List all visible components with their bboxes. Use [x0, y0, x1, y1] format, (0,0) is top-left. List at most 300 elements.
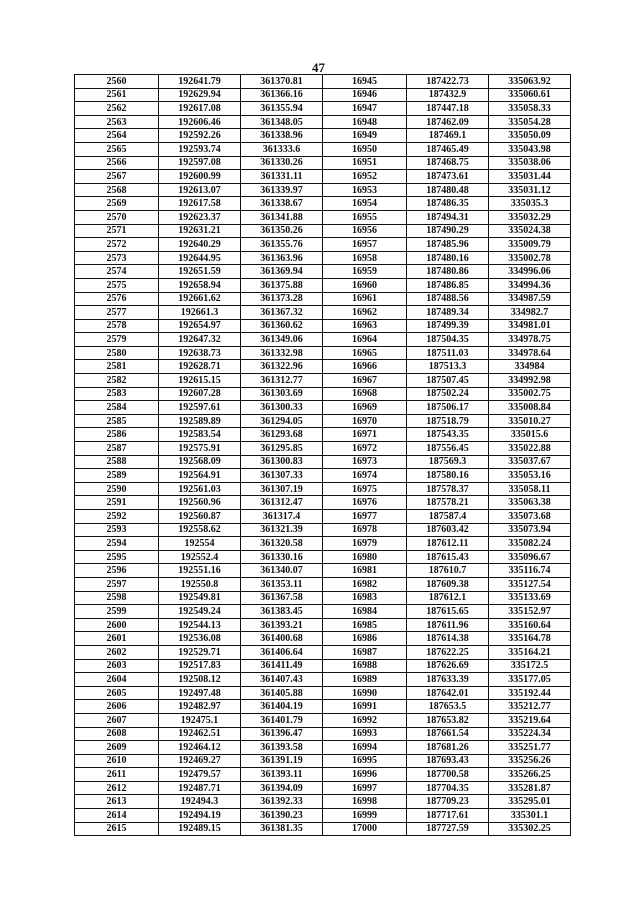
- point-number-cell: 2608: [75, 727, 159, 741]
- y-coordinate-cell: 361393.21: [241, 618, 323, 632]
- point-number-cell: 2593: [75, 523, 159, 537]
- x-coordinate-cell: 187653.5: [407, 700, 489, 714]
- x-coordinate-cell: 187447.18: [407, 102, 489, 116]
- x-coordinate-cell: 187465.49: [407, 142, 489, 156]
- x-coordinate-cell: 192597.61: [159, 401, 241, 415]
- table-row: [75, 686, 571, 700]
- table-row: [75, 727, 571, 741]
- point-number-cell: 16980: [323, 550, 407, 564]
- point-number-cell: 2584: [75, 401, 159, 415]
- x-coordinate-cell: 187485.96: [407, 238, 489, 252]
- x-coordinate-cell: 187502.24: [407, 387, 489, 401]
- table-row: [75, 822, 571, 836]
- x-coordinate-cell: 192615.15: [159, 374, 241, 388]
- y-coordinate-cell: 335160.64: [489, 618, 571, 632]
- table-row: [75, 537, 571, 551]
- point-number-cell: 16970: [323, 414, 407, 428]
- y-coordinate-cell: 361307.33: [241, 469, 323, 483]
- point-number-cell: 2609: [75, 741, 159, 755]
- y-coordinate-cell: 361393.11: [241, 768, 323, 782]
- table-row: [75, 346, 571, 360]
- x-coordinate-cell: 187704.35: [407, 781, 489, 795]
- x-coordinate-cell: 192661.3: [159, 306, 241, 320]
- y-coordinate-cell: 361341.88: [241, 210, 323, 224]
- x-coordinate-cell: 187603.42: [407, 523, 489, 537]
- point-number-cell: 16973: [323, 455, 407, 469]
- y-coordinate-cell: 361406.64: [241, 645, 323, 659]
- point-number-cell: 2600: [75, 618, 159, 632]
- y-coordinate-cell: 361303.69: [241, 387, 323, 401]
- x-coordinate-cell: 187468.75: [407, 156, 489, 170]
- x-coordinate-cell: 187473.61: [407, 170, 489, 184]
- x-coordinate-cell: 187422.73: [407, 75, 489, 89]
- x-coordinate-cell: 187489.34: [407, 306, 489, 320]
- y-coordinate-cell: 361333.6: [241, 142, 323, 156]
- point-number-cell: 2607: [75, 713, 159, 727]
- y-coordinate-cell: 361312.77: [241, 374, 323, 388]
- x-coordinate-cell: 192482.97: [159, 700, 241, 714]
- y-coordinate-cell: 335031.12: [489, 183, 571, 197]
- x-coordinate-cell: 187543.35: [407, 428, 489, 442]
- table-row: [75, 251, 571, 265]
- point-number-cell: 2570: [75, 210, 159, 224]
- y-coordinate-cell: 335058.33: [489, 102, 571, 116]
- point-number-cell: 16955: [323, 210, 407, 224]
- x-coordinate-cell: 187556.45: [407, 442, 489, 456]
- point-number-cell: 16953: [323, 183, 407, 197]
- y-coordinate-cell: 335009.79: [489, 238, 571, 252]
- x-coordinate-cell: 192462.51: [159, 727, 241, 741]
- point-number-cell: 16982: [323, 577, 407, 591]
- point-number-cell: 16969: [323, 401, 407, 415]
- point-number-cell: 16968: [323, 387, 407, 401]
- point-number-cell: 2564: [75, 129, 159, 143]
- point-number-cell: 16977: [323, 510, 407, 524]
- x-coordinate-cell: 192641.79: [159, 75, 241, 89]
- point-number-cell: 2592: [75, 510, 159, 524]
- x-coordinate-cell: 192647.32: [159, 333, 241, 347]
- coordinates-table: [74, 74, 571, 836]
- x-coordinate-cell: 187717.61: [407, 809, 489, 823]
- y-coordinate-cell: 335164.78: [489, 632, 571, 646]
- x-coordinate-cell: 192564.91: [159, 469, 241, 483]
- y-coordinate-cell: 361293.68: [241, 428, 323, 442]
- point-number-cell: 2597: [75, 577, 159, 591]
- y-coordinate-cell: 335281.87: [489, 781, 571, 795]
- x-coordinate-cell: 187480.48: [407, 183, 489, 197]
- point-number-cell: 16989: [323, 673, 407, 687]
- point-number-cell: 2571: [75, 224, 159, 238]
- table-row: [75, 754, 571, 768]
- y-coordinate-cell: 335050.09: [489, 129, 571, 143]
- x-coordinate-cell: 192549.81: [159, 591, 241, 605]
- x-coordinate-cell: 187622.25: [407, 645, 489, 659]
- x-coordinate-cell: 192544.13: [159, 618, 241, 632]
- y-coordinate-cell: 361407.43: [241, 673, 323, 687]
- y-coordinate-cell: 335038.06: [489, 156, 571, 170]
- table-row: [75, 142, 571, 156]
- point-number-cell: 16961: [323, 292, 407, 306]
- table-row: [75, 768, 571, 782]
- y-coordinate-cell: 361375.88: [241, 278, 323, 292]
- table-row: [75, 102, 571, 116]
- y-coordinate-cell: 361390.23: [241, 809, 323, 823]
- y-coordinate-cell: 361393.58: [241, 741, 323, 755]
- y-coordinate-cell: 335073.94: [489, 523, 571, 537]
- point-number-cell: 2585: [75, 414, 159, 428]
- y-coordinate-cell: 335251.77: [489, 741, 571, 755]
- y-coordinate-cell: 334978.64: [489, 346, 571, 360]
- table-row: [75, 482, 571, 496]
- point-number-cell: 2568: [75, 183, 159, 197]
- point-number-cell: 16986: [323, 632, 407, 646]
- x-coordinate-cell: 192623.37: [159, 210, 241, 224]
- point-number-cell: 2613: [75, 795, 159, 809]
- y-coordinate-cell: 335002.78: [489, 251, 571, 265]
- y-coordinate-cell: 335127.54: [489, 577, 571, 591]
- point-number-cell: 16975: [323, 482, 407, 496]
- point-number-cell: 2575: [75, 278, 159, 292]
- point-number-cell: 2561: [75, 88, 159, 102]
- y-coordinate-cell: 335082.24: [489, 537, 571, 551]
- coordinates-table-body: [75, 75, 571, 836]
- table-row: [75, 374, 571, 388]
- point-number-cell: 16974: [323, 469, 407, 483]
- x-coordinate-cell: 187432.9: [407, 88, 489, 102]
- table-row: [75, 224, 571, 238]
- point-number-cell: 16984: [323, 605, 407, 619]
- y-coordinate-cell: 361363.96: [241, 251, 323, 265]
- point-number-cell: 2588: [75, 455, 159, 469]
- table-row: [75, 238, 571, 252]
- y-coordinate-cell: 334984: [489, 360, 571, 374]
- point-number-cell: 2560: [75, 75, 159, 89]
- point-number-cell: 2595: [75, 550, 159, 564]
- point-number-cell: 16948: [323, 115, 407, 129]
- point-number-cell: 16983: [323, 591, 407, 605]
- x-coordinate-cell: 187480.16: [407, 251, 489, 265]
- y-coordinate-cell: 361295.85: [241, 442, 323, 456]
- point-number-cell: 16994: [323, 741, 407, 755]
- point-number-cell: 16999: [323, 809, 407, 823]
- y-coordinate-cell: 335002.75: [489, 387, 571, 401]
- y-coordinate-cell: 335172.5: [489, 659, 571, 673]
- point-number-cell: 2581: [75, 360, 159, 374]
- point-number-cell: 16971: [323, 428, 407, 442]
- point-number-cell: 16947: [323, 102, 407, 116]
- point-number-cell: 16987: [323, 645, 407, 659]
- y-coordinate-cell: 334978.75: [489, 333, 571, 347]
- y-coordinate-cell: 361373.28: [241, 292, 323, 306]
- x-coordinate-cell: 192494.19: [159, 809, 241, 823]
- y-coordinate-cell: 335037.67: [489, 455, 571, 469]
- y-coordinate-cell: 334994.36: [489, 278, 571, 292]
- x-coordinate-cell: 187486.85: [407, 278, 489, 292]
- x-coordinate-cell: 192613.07: [159, 183, 241, 197]
- y-coordinate-cell: 335096.67: [489, 550, 571, 564]
- x-coordinate-cell: 192631.21: [159, 224, 241, 238]
- x-coordinate-cell: 187612.11: [407, 537, 489, 551]
- y-coordinate-cell: 361355.94: [241, 102, 323, 116]
- point-number-cell: 16966: [323, 360, 407, 374]
- table-row: [75, 645, 571, 659]
- x-coordinate-cell: 192479.57: [159, 768, 241, 782]
- y-coordinate-cell: 335073.68: [489, 510, 571, 524]
- point-number-cell: 16990: [323, 686, 407, 700]
- point-number-cell: 16965: [323, 346, 407, 360]
- x-coordinate-cell: 192475.1: [159, 713, 241, 727]
- y-coordinate-cell: 361400.68: [241, 632, 323, 646]
- point-number-cell: 16949: [323, 129, 407, 143]
- x-coordinate-cell: 192593.74: [159, 142, 241, 156]
- y-coordinate-cell: 335058.11: [489, 482, 571, 496]
- table-row: [75, 632, 571, 646]
- table-row: [75, 591, 571, 605]
- x-coordinate-cell: 187626.69: [407, 659, 489, 673]
- y-coordinate-cell: 361391.19: [241, 754, 323, 768]
- table-row: [75, 428, 571, 442]
- x-coordinate-cell: 192551.16: [159, 564, 241, 578]
- table-row: [75, 129, 571, 143]
- y-coordinate-cell: 361366.16: [241, 88, 323, 102]
- y-coordinate-cell: 361350.26: [241, 224, 323, 238]
- y-coordinate-cell: 335035.3: [489, 197, 571, 211]
- table-row: [75, 75, 571, 89]
- y-coordinate-cell: 335192.44: [489, 686, 571, 700]
- x-coordinate-cell: 187653.82: [407, 713, 489, 727]
- table-row: [75, 292, 571, 306]
- point-number-cell: 16959: [323, 265, 407, 279]
- table-row: [75, 210, 571, 224]
- x-coordinate-cell: 192651.59: [159, 265, 241, 279]
- point-number-cell: 2572: [75, 238, 159, 252]
- y-coordinate-cell: 361381.35: [241, 822, 323, 836]
- x-coordinate-cell: 187693.43: [407, 754, 489, 768]
- y-coordinate-cell: 335063.38: [489, 496, 571, 510]
- y-coordinate-cell: 335053.16: [489, 469, 571, 483]
- table-row: [75, 577, 571, 591]
- y-coordinate-cell: 335024.38: [489, 224, 571, 238]
- y-coordinate-cell: 335031.44: [489, 170, 571, 184]
- table-row: [75, 319, 571, 333]
- x-coordinate-cell: 187504.35: [407, 333, 489, 347]
- point-number-cell: 2580: [75, 346, 159, 360]
- y-coordinate-cell: 335054.28: [489, 115, 571, 129]
- point-number-cell: 2565: [75, 142, 159, 156]
- y-coordinate-cell: 335133.69: [489, 591, 571, 605]
- y-coordinate-cell: 335152.97: [489, 605, 571, 619]
- y-coordinate-cell: 361401.79: [241, 713, 323, 727]
- point-number-cell: 16993: [323, 727, 407, 741]
- x-coordinate-cell: 192508.12: [159, 673, 241, 687]
- point-number-cell: 16991: [323, 700, 407, 714]
- x-coordinate-cell: 192661.62: [159, 292, 241, 306]
- x-coordinate-cell: 187612.1: [407, 591, 489, 605]
- x-coordinate-cell: 187610.7: [407, 564, 489, 578]
- point-number-cell: 16952: [323, 170, 407, 184]
- point-number-cell: 2562: [75, 102, 159, 116]
- table-row: [75, 795, 571, 809]
- point-number-cell: 2578: [75, 319, 159, 333]
- table-row: [75, 700, 571, 714]
- x-coordinate-cell: 187494.31: [407, 210, 489, 224]
- table-row: [75, 387, 571, 401]
- x-coordinate-cell: 192640.29: [159, 238, 241, 252]
- y-coordinate-cell: 335032.29: [489, 210, 571, 224]
- y-coordinate-cell: 361411.49: [241, 659, 323, 673]
- x-coordinate-cell: 192494.3: [159, 795, 241, 809]
- x-coordinate-cell: 192597.08: [159, 156, 241, 170]
- y-coordinate-cell: 335302.25: [489, 822, 571, 836]
- y-coordinate-cell: 361405.88: [241, 686, 323, 700]
- point-number-cell: 2567: [75, 170, 159, 184]
- point-number-cell: 16946: [323, 88, 407, 102]
- x-coordinate-cell: 187578.21: [407, 496, 489, 510]
- x-coordinate-cell: 192560.87: [159, 510, 241, 524]
- table-row: [75, 809, 571, 823]
- point-number-cell: 16963: [323, 319, 407, 333]
- y-coordinate-cell: 335295.01: [489, 795, 571, 809]
- table-row: [75, 265, 571, 279]
- x-coordinate-cell: 187580.16: [407, 469, 489, 483]
- point-number-cell: 16956: [323, 224, 407, 238]
- point-number-cell: 16958: [323, 251, 407, 265]
- point-number-cell: 16950: [323, 142, 407, 156]
- y-coordinate-cell: 361330.16: [241, 550, 323, 564]
- x-coordinate-cell: 192489.15: [159, 822, 241, 836]
- point-number-cell: 2604: [75, 673, 159, 687]
- x-coordinate-cell: 192575.91: [159, 442, 241, 456]
- point-number-cell: 2614: [75, 809, 159, 823]
- x-coordinate-cell: 187513.3: [407, 360, 489, 374]
- point-number-cell: 2590: [75, 482, 159, 496]
- point-number-cell: 16957: [323, 238, 407, 252]
- x-coordinate-cell: 187462.09: [407, 115, 489, 129]
- table-row: [75, 170, 571, 184]
- table-row: [75, 306, 571, 320]
- x-coordinate-cell: 187681.26: [407, 741, 489, 755]
- table-row: [75, 741, 571, 755]
- y-coordinate-cell: 361367.58: [241, 591, 323, 605]
- y-coordinate-cell: 361367.32: [241, 306, 323, 320]
- point-number-cell: 16951: [323, 156, 407, 170]
- y-coordinate-cell: 361330.26: [241, 156, 323, 170]
- point-number-cell: 16981: [323, 564, 407, 578]
- x-coordinate-cell: 192644.95: [159, 251, 241, 265]
- x-coordinate-cell: 192497.48: [159, 686, 241, 700]
- point-number-cell: 2612: [75, 781, 159, 795]
- table-row: [75, 455, 571, 469]
- table-row: [75, 564, 571, 578]
- point-number-cell: 16978: [323, 523, 407, 537]
- point-number-cell: 2573: [75, 251, 159, 265]
- x-coordinate-cell: 187506.17: [407, 401, 489, 415]
- x-coordinate-cell: 192600.99: [159, 170, 241, 184]
- x-coordinate-cell: 187511.03: [407, 346, 489, 360]
- point-number-cell: 16972: [323, 442, 407, 456]
- x-coordinate-cell: 192549.24: [159, 605, 241, 619]
- table-row: [75, 156, 571, 170]
- table-row: [75, 360, 571, 374]
- x-coordinate-cell: 187611.96: [407, 618, 489, 632]
- point-number-cell: 2596: [75, 564, 159, 578]
- point-number-cell: 2587: [75, 442, 159, 456]
- y-coordinate-cell: 335022.88: [489, 442, 571, 456]
- point-number-cell: 2583: [75, 387, 159, 401]
- y-coordinate-cell: 335063.92: [489, 75, 571, 89]
- point-number-cell: 2589: [75, 469, 159, 483]
- x-coordinate-cell: 192560.96: [159, 496, 241, 510]
- table-row: [75, 523, 571, 537]
- y-coordinate-cell: 334987.59: [489, 292, 571, 306]
- x-coordinate-cell: 192529.71: [159, 645, 241, 659]
- point-number-cell: 2601: [75, 632, 159, 646]
- y-coordinate-cell: 335015.6: [489, 428, 571, 442]
- table-row: [75, 605, 571, 619]
- point-number-cell: 2599: [75, 605, 159, 619]
- y-coordinate-cell: 361322.96: [241, 360, 323, 374]
- point-number-cell: 2611: [75, 768, 159, 782]
- y-coordinate-cell: 361331.11: [241, 170, 323, 184]
- x-coordinate-cell: 192606.46: [159, 115, 241, 129]
- y-coordinate-cell: 335043.98: [489, 142, 571, 156]
- y-coordinate-cell: 361320.58: [241, 537, 323, 551]
- x-coordinate-cell: 192583.54: [159, 428, 241, 442]
- point-number-cell: 2566: [75, 156, 159, 170]
- y-coordinate-cell: 335224.34: [489, 727, 571, 741]
- table-row: [75, 278, 571, 292]
- point-number-cell: 2602: [75, 645, 159, 659]
- x-coordinate-cell: 187727.59: [407, 822, 489, 836]
- x-coordinate-cell: 192536.08: [159, 632, 241, 646]
- table-row: [75, 781, 571, 795]
- x-coordinate-cell: 192589.89: [159, 414, 241, 428]
- x-coordinate-cell: 192617.58: [159, 197, 241, 211]
- y-coordinate-cell: 361348.05: [241, 115, 323, 129]
- table-row: [75, 510, 571, 524]
- y-coordinate-cell: 335116.74: [489, 564, 571, 578]
- point-number-cell: 16976: [323, 496, 407, 510]
- x-coordinate-cell: 192629.94: [159, 88, 241, 102]
- point-number-cell: 2603: [75, 659, 159, 673]
- x-coordinate-cell: 187469.1: [407, 129, 489, 143]
- table-row: [75, 333, 571, 347]
- x-coordinate-cell: 192654.97: [159, 319, 241, 333]
- x-coordinate-cell: 187569.3: [407, 455, 489, 469]
- point-number-cell: 16979: [323, 537, 407, 551]
- x-coordinate-cell: 192469.27: [159, 754, 241, 768]
- point-number-cell: 2582: [75, 374, 159, 388]
- y-coordinate-cell: 361300.33: [241, 401, 323, 415]
- y-coordinate-cell: 361339.97: [241, 183, 323, 197]
- point-number-cell: 16995: [323, 754, 407, 768]
- point-number-cell: 2563: [75, 115, 159, 129]
- table-row: [75, 115, 571, 129]
- table-row: [75, 713, 571, 727]
- x-coordinate-cell: 187578.37: [407, 482, 489, 496]
- x-coordinate-cell: 187518.79: [407, 414, 489, 428]
- point-number-cell: 2576: [75, 292, 159, 306]
- x-coordinate-cell: 192561.03: [159, 482, 241, 496]
- y-coordinate-cell: 361294.05: [241, 414, 323, 428]
- y-coordinate-cell: 335219.64: [489, 713, 571, 727]
- point-number-cell: 2598: [75, 591, 159, 605]
- x-coordinate-cell: 187642.01: [407, 686, 489, 700]
- point-number-cell: 2586: [75, 428, 159, 442]
- y-coordinate-cell: 361353.11: [241, 577, 323, 591]
- table-row: [75, 550, 571, 564]
- point-number-cell: 16945: [323, 75, 407, 89]
